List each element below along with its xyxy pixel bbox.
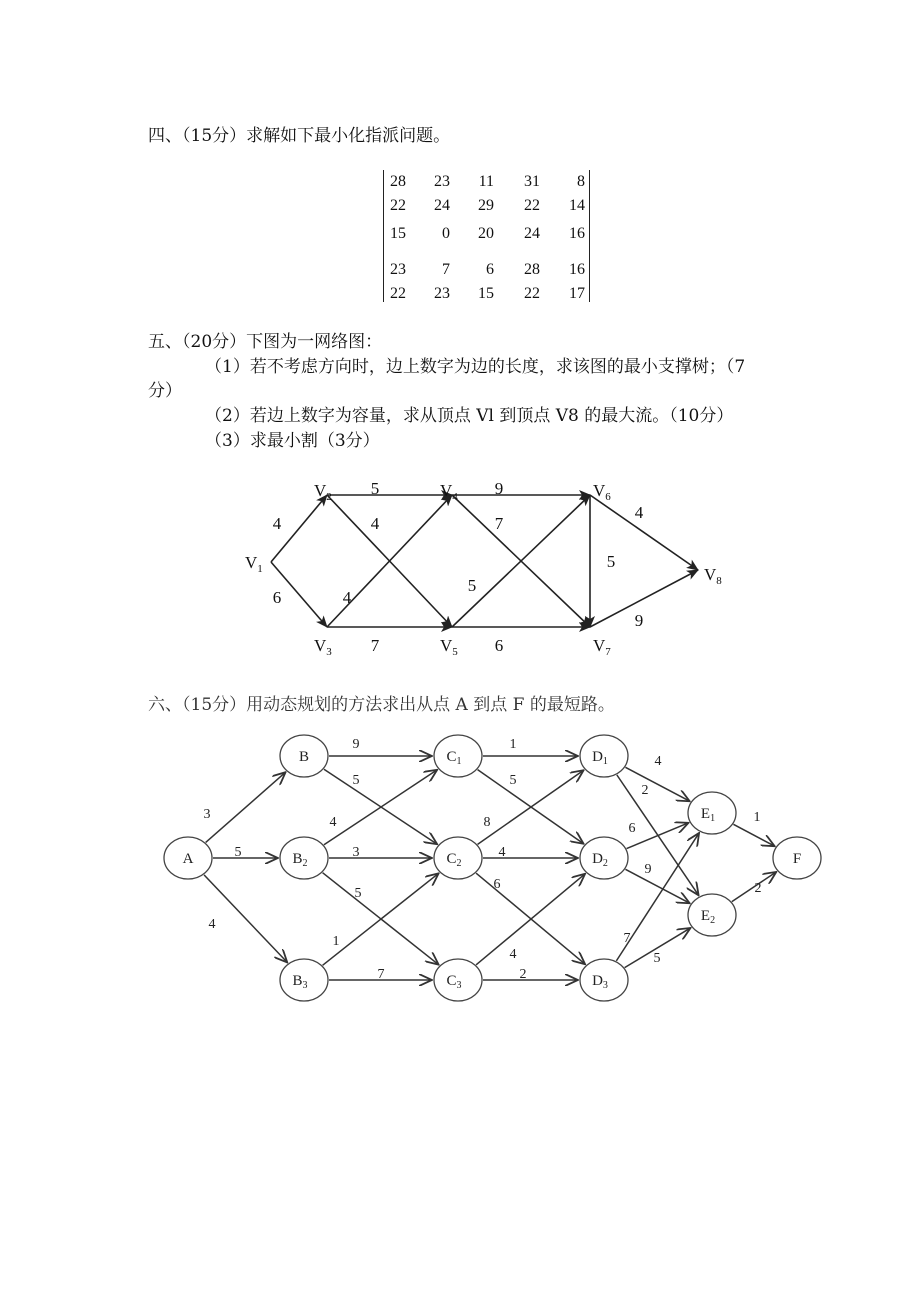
edge-weight: 4: [272, 514, 282, 533]
node-v7: $V_7$: [593, 636, 611, 658]
edge-weight: 2: [641, 783, 649, 798]
node-v8: $V_8$: [704, 565, 722, 587]
node-b2-label: $B_2$: [292, 851, 308, 869]
q6-heading: 六、（15分）用动态规划的方法求出从点 A 到点 F 的最短路。: [148, 695, 615, 715]
matrix-cell: 23: [434, 173, 450, 190]
q5-heading: 五、（20分）下图为一网络图：: [148, 332, 383, 352]
node-c3-label: $C_3$: [446, 973, 462, 991]
q5-part2: （2）若边上数字为容量，求从顶点 Vl 到顶点 V8 的最大流。（10分）: [205, 406, 734, 426]
node-c1-label: $C_1$: [446, 749, 462, 767]
edge-weight: 3: [352, 845, 360, 860]
matrix-cell: 24: [434, 197, 450, 214]
matrix-cell: 17: [569, 285, 585, 302]
edge-weight: 7: [370, 636, 380, 655]
matrix-cell: 22: [390, 285, 406, 302]
edge-weight: 2: [754, 881, 762, 896]
q5-part3: （3）求最小割（3分）: [205, 431, 380, 451]
matrix-cell: 7: [442, 261, 450, 278]
matrix-cell: 11: [478, 173, 494, 190]
edge-V7-V8: [590, 570, 698, 627]
matrix-cell: 22: [524, 285, 540, 302]
edge-weight: 1: [753, 810, 761, 825]
edge-weight: 7: [494, 514, 504, 533]
matrix-cell: 16: [569, 225, 585, 242]
q4-heading: 四、（15分）求解如下最小化指派问题。: [148, 126, 451, 146]
node-d1-label: $D_1$: [592, 749, 608, 767]
edge-weight: 4: [634, 503, 644, 522]
edge-weight: 5: [509, 773, 517, 788]
node-v4: $V_4$: [440, 481, 458, 503]
edge-weight: 6: [494, 636, 504, 655]
edge-weight: 5: [352, 773, 360, 788]
node-d2-label: $D_2$: [592, 851, 608, 869]
matrix-cell: 0: [442, 225, 450, 242]
edge-A-B3: [204, 875, 287, 963]
edge-weight: 9: [352, 737, 360, 752]
q5-part1: （1）若不考虑方向时，边上数字为边的长度，求该图的最小支撑树；（7: [205, 357, 746, 377]
matrix-cell: 16: [569, 261, 585, 278]
matrix-cell: 28: [524, 261, 540, 278]
edge-weight: 4: [342, 588, 352, 607]
edge-weight: 4: [509, 947, 517, 962]
edge-weight: 4: [370, 514, 380, 533]
edge-weight: 9: [634, 611, 644, 630]
edge-weight: 9: [644, 862, 652, 877]
matrix-cell: 8: [577, 173, 585, 190]
edge-weight: 5: [370, 479, 380, 498]
node-v2: $V_2$: [314, 481, 332, 503]
matrix-cell: 6: [486, 261, 494, 278]
matrix-cell: 23: [434, 285, 450, 302]
matrix-cell: 23: [390, 261, 406, 278]
node-v5: $V_5$: [440, 636, 458, 658]
matrix-cell: 31: [524, 173, 540, 190]
node-a-label: A: [182, 851, 194, 867]
edge-weight: 3: [203, 807, 211, 822]
edge-E1-F: [733, 824, 774, 846]
edge-weight: 4: [329, 815, 337, 830]
edge-weight: 2: [519, 967, 527, 982]
edge-weight: 7: [377, 967, 385, 982]
node-v3: $V_3$: [314, 636, 332, 658]
matrix-cell: 15: [390, 225, 406, 242]
edge-A-B: [203, 772, 286, 842]
edge-weight: 1: [509, 737, 517, 752]
matrix-cell: 24: [524, 225, 540, 242]
matrix-cell: 15: [478, 285, 494, 302]
q5-part1-cont: 分）: [148, 381, 182, 401]
node-d3-label: $D_3$: [592, 973, 608, 991]
matrix-cell: 22: [524, 197, 540, 214]
edge-weight: 4: [208, 917, 216, 932]
edge-weight: 4: [654, 754, 662, 769]
edge-weight: 5: [467, 576, 477, 595]
node-b-label: B: [298, 749, 310, 765]
network-diagram: [245, 479, 722, 658]
matrix-cell: 28: [390, 173, 406, 190]
edge-weight: 1: [332, 934, 340, 949]
edge-weight: 6: [628, 821, 636, 836]
node-v1: $V_1$: [245, 553, 263, 575]
node-b3-label: $B_3$: [292, 973, 308, 991]
edge-weight: 7: [623, 931, 631, 946]
edge-weight: 5: [234, 845, 242, 860]
edge-weight: 8: [483, 815, 491, 830]
edge-weight: 5: [653, 951, 661, 966]
edge-weight: 5: [606, 552, 616, 571]
matrix-cell: 14: [569, 197, 585, 214]
matrix-cell: 22: [390, 197, 406, 214]
matrix-cell: 29: [478, 197, 494, 214]
edge-weight: 5: [354, 886, 362, 901]
edge-weight: 9: [494, 479, 504, 498]
node-v6: $V_6$: [593, 481, 611, 503]
edge-D2-E1: [627, 823, 689, 849]
node-c2-label: $C_2$: [446, 851, 462, 869]
shortest-path-diagram: [164, 735, 821, 1001]
matrix-cell: 20: [478, 225, 494, 242]
node-e2-label: $E_2$: [700, 908, 716, 926]
edge-D1-E1: [625, 767, 689, 801]
node-e1-label: $E_1$: [700, 806, 716, 824]
edge-weight: 4: [498, 845, 506, 860]
edge-weight: 6: [493, 877, 501, 892]
node-f-label: F: [792, 851, 802, 867]
edge-weight: 6: [272, 588, 282, 607]
